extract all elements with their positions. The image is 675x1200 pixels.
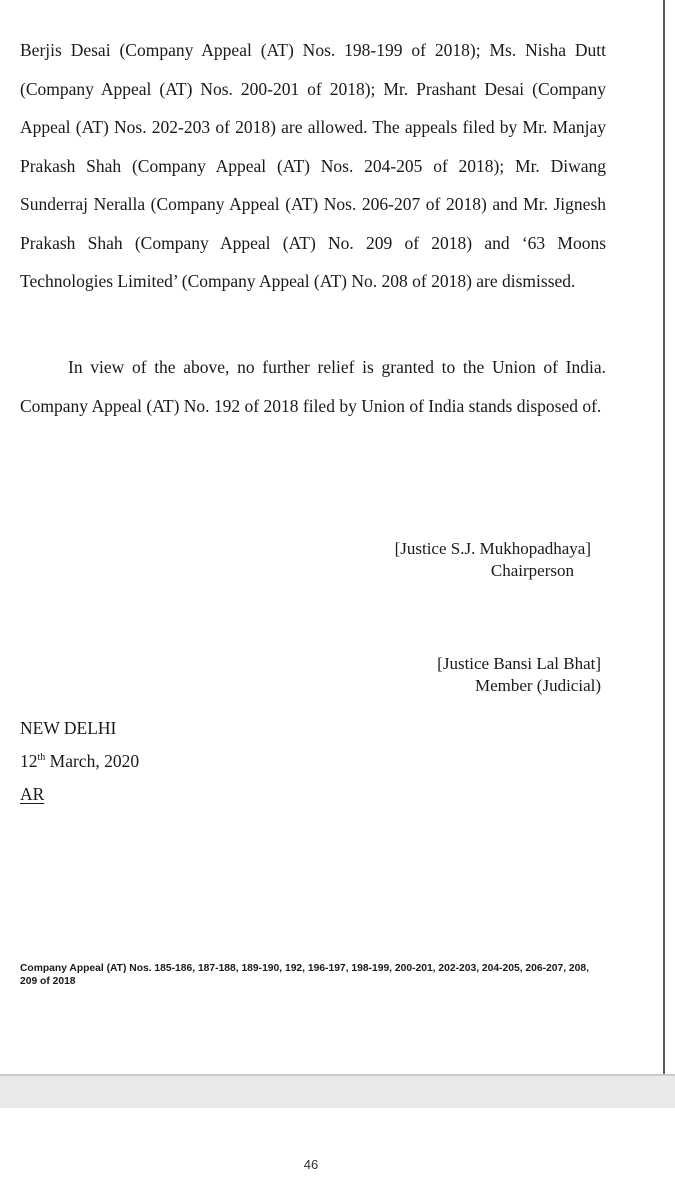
signatory-role: Member (Judicial) xyxy=(474,676,601,695)
date-ordinal-suffix: th xyxy=(37,752,46,763)
signatory-role: Chairperson xyxy=(490,561,574,580)
signature-block-chairperson xyxy=(395,538,591,582)
footer-case-reference: Company Appeal (AT) Nos. 185-186, 187-188, 189-190, 192, 196-197, 198-199, 200-201, 202-203, 204-205, 206-207, 208, 209 of 2018 xyxy=(20,963,589,987)
date-day: 12 xyxy=(20,751,38,771)
order-date xyxy=(20,745,139,778)
signatory-name: [Justice S.J. Mukhopadhaya] xyxy=(394,539,591,558)
page-separator xyxy=(0,1076,675,1108)
place: NEW DELHI xyxy=(20,718,117,738)
place-date-block xyxy=(20,712,139,811)
date-month-year: March, 2020 xyxy=(45,751,140,771)
page-number: 46 xyxy=(303,1157,319,1172)
signature-block-member xyxy=(437,653,601,697)
author-initials: AR xyxy=(20,784,45,804)
paragraph-union-of-india: In view of the above, no further relief is granted to the Union of India. Company Appeal (AT) No. 192 of 2018 filed by Union of India stands disposed of. xyxy=(20,357,606,416)
page-top-edge xyxy=(0,0,663,6)
signatory-name: [Justice Bansi Lal Bhat] xyxy=(437,654,601,673)
paragraph-disposal-of-appeals: Berjis Desai (Company Appeal (AT) Nos. 198-199 of 2018); Ms. Nisha Dutt (Company Appeal (AT) Nos. 200-201 of 2018); Mr. Prashant Desai (Company Appeal (AT) Nos. 202-203 of 2018) are allowed. The appeals filed by Mr. Manjay Prakash Shah (Company Appeal (AT) Nos. 204-205 of 2018); Mr. Diwang Sunderraj Neralla (Company Appeal (AT) Nos. 206-207 of 2018) and Mr. Jignesh Prakash Shah (Company Appeal (AT) No. 209 of 2018) and ‘63 Moons Technologies Limited’ (Company Appeal (AT) No. 208 of 2018) are dismissed. xyxy=(20,40,606,291)
